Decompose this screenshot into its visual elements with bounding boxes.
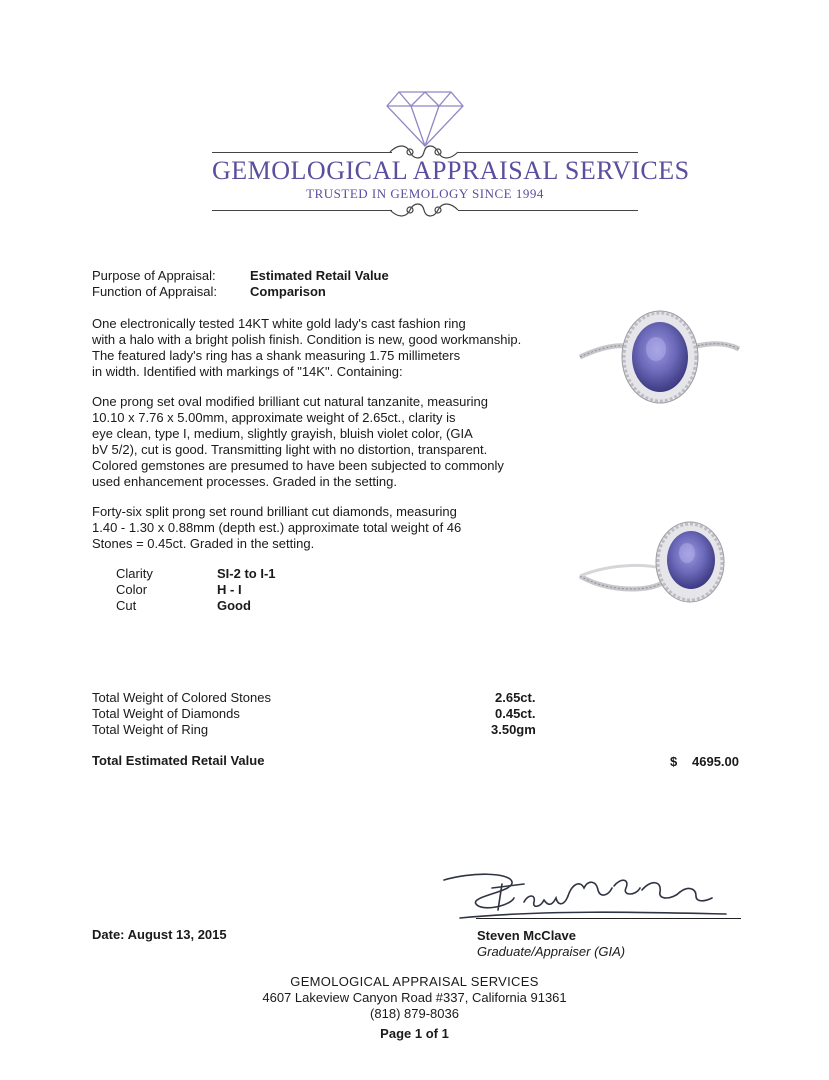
tanzanite-line: used enhancement processes. Graded in the setting. — [92, 474, 397, 489]
diamond-line: 1.40 - 1.30 x 0.88mm (depth est.) approximate total weight of 46 — [92, 520, 462, 535]
diamond-description — [92, 504, 552, 552]
grade-label-color: Color — [116, 582, 148, 597]
grade-value-clarity: SI-2 to I-1 — [217, 566, 276, 581]
tanzanite-line: Colored gemstones are presumed to have been subjected to commonly — [92, 458, 504, 473]
total-value-colored-stones: 2.65ct. — [495, 690, 536, 705]
appraisal-date: Date: August 13, 2015 — [92, 927, 227, 942]
purpose-label: Purpose of Appraisal: — [92, 268, 216, 283]
tanzanite-description — [92, 394, 552, 490]
description-line: One electronically tested 14KT white gold lady's cast fashion ring — [92, 316, 466, 331]
appraiser-name: Steven McClave — [477, 928, 576, 943]
description-line: The featured lady's ring has a shank measuring 1.75 millimeters — [92, 348, 461, 363]
retail-currency: $ — [670, 754, 678, 769]
appraiser-title: Graduate/Appraiser (GIA) — [477, 944, 626, 959]
description-line: with a halo with a bright polish finish. Condition is new, good workmanship. — [92, 332, 522, 347]
flourish-ornament-icon — [388, 200, 460, 220]
ring-photo-top — [574, 305, 744, 410]
footer-company: GEMOLOGICAL APPRAISAL SERVICES — [290, 974, 539, 989]
total-value-ring: 3.50gm — [491, 722, 536, 737]
function-value: Comparison — [250, 284, 326, 299]
total-value-diamonds: 0.45ct. — [495, 706, 536, 721]
header-rule-bottom-right — [458, 210, 638, 211]
grade-value-cut: Good — [217, 598, 251, 613]
tanzanite-line: One prong set oval modified brilliant cut natural tanzanite, measuring — [92, 394, 488, 409]
footer-phone: (818) 879-8036 — [370, 1006, 459, 1021]
diamond-line: Forty-six split prong set round brilliant cut diamonds, measuring — [92, 504, 457, 519]
company-name: GEMOLOGICAL APPRAISAL SERVICES — [212, 156, 690, 185]
diamond-logo-icon — [385, 88, 465, 148]
tagline: TRUSTED IN GEMOLOGY SINCE 1994 — [306, 186, 544, 201]
diamond-line: Stones = 0.45ct. Graded in the setting. — [92, 536, 315, 551]
function-label: Function of Appraisal: — [92, 284, 218, 299]
retail-value-label: Total Estimated Retail Value — [92, 753, 265, 768]
purpose-value: Estimated Retail Value — [250, 268, 389, 283]
tanzanite-line: 10.10 x 7.76 x 5.00mm, approximate weight of 2.65ct., clarity is — [92, 410, 456, 425]
header-rule-top-left — [212, 152, 392, 153]
signature-line — [476, 918, 741, 919]
retail-amount: 4695.00 — [692, 754, 739, 769]
grade-label-clarity: Clarity — [116, 566, 153, 581]
header-rule-top-right — [458, 152, 638, 153]
page-number: Page 1 of 1 — [380, 1026, 449, 1041]
total-label-diamonds: Total Weight of Diamonds — [92, 706, 240, 721]
tanzanite-line: eye clean, type I, medium, slightly grayish, bluish violet color, (GIA — [92, 426, 473, 441]
signature-image — [440, 866, 730, 922]
description-line: in width. Identified with markings of "14K". Containing: — [92, 364, 403, 379]
header-rule-bottom-left — [212, 210, 392, 211]
grade-label-cut: Cut — [116, 598, 137, 613]
total-label-ring: Total Weight of Ring — [92, 722, 209, 737]
tanzanite-line: bV 5/2), cut is good. Transmitting light with no distortion, transparent. — [92, 442, 488, 457]
ring-photo-side — [574, 518, 744, 610]
footer-address: 4607 Lakeview Canyon Road #337, California 91361 — [262, 990, 567, 1005]
ring-description — [92, 316, 552, 380]
grade-value-color: H - I — [217, 582, 242, 597]
total-label-colored-stones: Total Weight of Colored Stones — [92, 690, 271, 705]
